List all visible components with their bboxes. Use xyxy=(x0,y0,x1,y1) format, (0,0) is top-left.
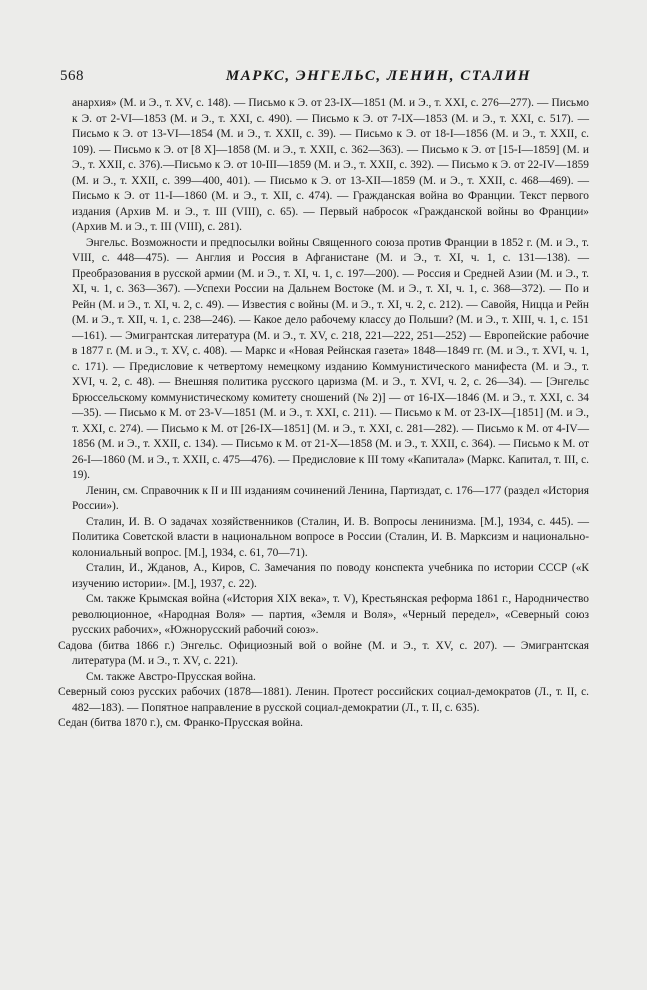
page-number: 568 xyxy=(60,68,84,84)
index-entry-stalin-zhdanov-kirov: Сталин, И., Жданов, А., Киров, С. Замечания по поводу конспекта учебника по истории СССР («К изучению истории». [М.], 1937, с. 22). xyxy=(72,562,589,590)
index-entry-engels: Энгельс. Возможности и предпосылки войны Священного союза против Франции в 1852 г. (М. и Э., т. VIII, с. 448—475). — Англия и Россия в Афганистане (М. и Э., т. XI, ч. 1, с. 131—138). — Преобразования в русской армии (М. и Э., т. XI, ч. 1, с. 197—200). — Россия и Средней Азии (М. и Э., т. XI, ч. 1, с. 363—367). —Успехи России на Дальнем Востоке (М. и Э., т. XI, ч. 1, с. 368—372). — По и Рейн (М. и Э., т. XI, ч. 2, с. 49). — Известия с войны (М. и Э., т. XI, ч. 2, с. 212). — Савойя, Ницца и Рейн (М. и Э., т. XII, ч. 1, с. 238—246). — Какое дело рабочему классу до Польши? (М. и Э., т. XIII, ч. 1, с. 151—161). — Эмигрантская литература (М. и Э., т. XV, с. 218, 221—222, 251—252) — Европейские рабочие в 1877 г. (М. и Э., т. XV, с. 408). — Маркс и «Новая Рейнская газета» 1848—1849 гг. (М. и Э., т. XVI, ч. 1, с. 171). — Предисловие к четвертому немецкому изданию Коммунистического манифеста (М. и Э., т. XVI, ч. 2, с. 48). — Внешняя политика русского царизма (М. и Э., т. XVI, ч. 2, с. 26—34). — [Энгельс Брюссельскому коммунистическому комитету сношений (№ 2)] — от 16-IX—1846 (М. и Э., т. XXI, с. 34—35). — Письмо к М. от 23-V—1851 (М. и Э., т. XXI, с. 211). — Письмо к М. от 23-IX—[1851] (М. и Э., т. XXI, с. 274). — Письмо к М. от [26-IX—1851] (М. и Э., т. XXI, с. 281—282). — Письмо к М. от 4-IV—1856 (М. и Э., т. XXII, с. 134). — Письмо к М. от 21-X—1858 (М. и Э., т. XXII, с. 364). — Письмо к М. от 26-I—1860 (М. и Э., т. XXII, с. 475—476). — Предисловие к III тому «Капитала» (Маркс. Капитал, т. III, с. 19). xyxy=(72,236,589,481)
index-entry-sadova: Садова (битва 1866 г.) Энгельс. Официозный вой о войне (М. и Э., т. XV, с. 207). — Эмигрантская литература (М. и Э., т. XV, с. 221). xyxy=(58,639,589,667)
index-body xyxy=(58,96,589,732)
index-entry-stalin: Сталин, И. В. О задачах хозяйственников (Сталин, И. В. Вопросы ленинизма. [М.], 1934, с. 445). — Политика Советской власти в национальном вопросе в России (Сталин, И. В. Марксизм и национально-колониальный вопрос. [М.], 1934, с. 61, 70—71). xyxy=(72,515,589,559)
index-entry-marx-continued: анархия» (М. и Э., т. XV, с. 148). — Письмо к Э. от 23-IX—1851 (М. и Э., т. XXI, с. 276—277). — Письмо к Э. от 2-VI—1853 (М. и Э., т. XXI, с. 490). — Письмо к Э. от 7-IX—1853 (М. и Э., т. XXI, с. 517). — Письмо к Э. от 13-VI—1854 (М. и Э., т. XXII, с. 39). — Письмо к Э. от 18-I—1856 (М. и Э., т. XXII, с. 109). — Письмо к Э. от [8 X]—1858 (М. и Э., т. XXII, с. 362—363). — Письмо к Э. от [15-I—1859] (М. и Э., т. XXII, с. 376).—Письмо к Э. от 10-III—1859 (М. и Э., т. XXII, с. 392). — Письмо к Э. от 22-IV—1859 (М. и Э., т. XXII, с. 399—400, 401). — Письмо к Э. от 13-XII—1859 (М. и Э., т. XXII, с. 468—469). — Письмо к Э. от 11-I—1860 (М. и Э., т. XII, с. 474). — Гражданская война во Франции. Текст первого издания (Архив М. и Э., т. III (VIII), с. 65). — Первый набросок «Гражданской войны во Франции» (Архив М. и Э., т. III (VIII), с. 281). xyxy=(72,97,589,233)
page-header xyxy=(60,68,589,92)
index-entry-lenin: Ленин, см. Справочник к II и III изданиям сочинений Ленина, Партиздат, с. 176—177 (раздел «История России»). xyxy=(72,484,589,512)
index-entry-severny-soyuz: Северный союз русских рабочих (1878—1881). Ленин. Протест российских социал-демократов (Л., т. II, с. 482—183). — Попятное направление в русской социал-демократии (Л., т. II, с. 635). xyxy=(58,686,589,714)
index-entry-sedan: Седан (битва 1870 г.), см. Франко-Прусская война. xyxy=(58,717,304,729)
index-entry-sadova-see-also: См. также Австро-Прусская война. xyxy=(86,670,256,683)
running-head: МАРКС, ЭНГЕЛЬС, ЛЕНИН, СТАЛИН xyxy=(225,68,532,84)
index-entry-see-also: См. также Крымская война («История XIX века», т. V), Крестьянская реформа 1861 г., Народничество революционное, «Народная Воля» — партия, «Земля и Воля», «Черный передел», «Северный союз русских рабочих», «Южнорусский рабочий союз». xyxy=(72,593,589,636)
